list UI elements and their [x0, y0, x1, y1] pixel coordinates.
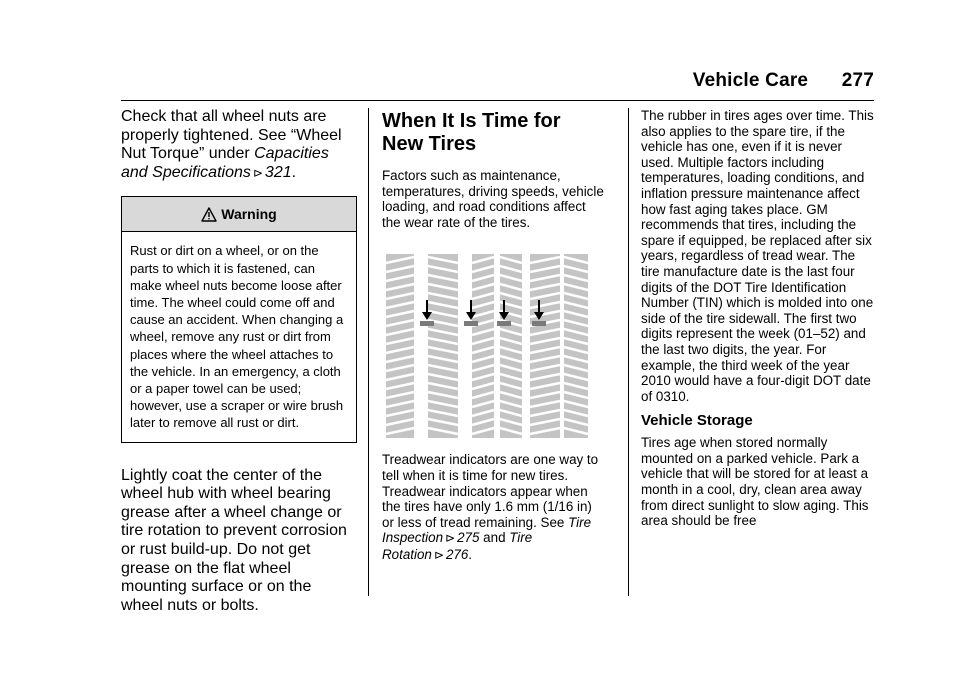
and-text: and — [479, 530, 510, 546]
column-3 — [641, 108, 877, 529]
warning-triangle-icon — [201, 207, 217, 222]
wear-bar — [532, 321, 546, 326]
warning-title: Warning — [221, 206, 277, 223]
wear-bar — [464, 321, 478, 326]
page-header — [693, 70, 874, 92]
wear-bar — [420, 321, 434, 326]
capacities-link[interactable]: Capacities and Specifications — [121, 145, 329, 181]
header-rule — [121, 100, 874, 101]
tire-aging-paragraph: The rubber in tires ages over time. This also applies to the spare tire, if the vehicle has one, even if it is never used. Multiple factors including temperatures, loading conditions, and inflation pressure maintenance affect how fast aging takes place. GM recommends that tires, including the spare if equipped, be replaced after six years, regardless of tread wear. The tire manufacture date is the last four digits of the DOT Tire Identification Number (TIN) which is molded into one side of the tire sidewall. The first two digits represent the week (01–52) and the last two digits, the year. For example, the third week of the year 2010 would have a four-digit DOT date of 0310. — [641, 108, 874, 404]
warning-header — [122, 197, 356, 232]
section-title: Vehicle Care — [692, 70, 809, 91]
storage-paragraph: Tires age when stored normally mounted on a parked vehicle. Park a vehicle that will be stored for at least a month in a cool, dry, clean area away from direct sunlight to slow aging. This area should be free — [641, 435, 869, 529]
page-ref-276[interactable]: 276 — [445, 546, 469, 562]
vehicle-storage-heading: Vehicle Storage — [641, 412, 753, 430]
wear-bar — [497, 321, 511, 326]
warning-text: Rust or dirt on a wheel, or on the parts to which it is fastened, can make wheel nuts become loose after time. The wheel could come off and cause an accident. When changing a wheel, remove any rust or dirt from places where the wheel attaches to the vehicle. In an emergency, a cloth or a paper towel can be used; however, use a scraper or wire brush later to remove all rust or dirt. — [130, 243, 344, 431]
intro-text: Check that all wheel nuts are properly tightened. See “Wheel Nut Torque” under — [121, 108, 342, 163]
page-number: 277 — [841, 70, 874, 91]
tire-inspection-link[interactable]: Tire Inspection — [382, 514, 592, 546]
section-heading: When It Is Time for New Tires — [382, 110, 561, 155]
tire-rotation-link[interactable]: Tire Rotation — [382, 530, 533, 562]
wheel-nut-paragraph — [121, 108, 357, 182]
warning-box — [121, 196, 357, 442]
treadwear-text: Treadwear indicators are one way to tell when it is time for new tires. Treadwear indicators appear when the tires have only 1.6 mm (1/16 in) or less of tread remaining. See — [382, 452, 599, 530]
end-text: . — [468, 546, 473, 562]
page-ref-275[interactable]: 275 — [457, 530, 480, 546]
treadwear-indicator-illustration — [384, 254, 590, 438]
treadwear-paragraph — [382, 452, 604, 563]
xref-icon: ⊳ — [252, 165, 263, 180]
xref-icon: ⊳ — [433, 547, 444, 562]
column-2 — [382, 108, 604, 564]
factors-paragraph: Factors such as maintenance, temperatures, driving speeds, vehicle loading, and road conditions affect the wear rate of the tires. — [382, 168, 604, 230]
column-1 — [121, 108, 357, 615]
grease-paragraph: Lightly coat the center of the wheel hub with wheel bearing grease after a wheel change or tire rotation to prevent corrosion or rust build-up. Do not get grease on the flat wheel mounting surface or on the wheel nuts or bolts. — [121, 466, 347, 614]
column-divider-2 — [628, 108, 629, 596]
page-ref-321[interactable]: 321 — [264, 163, 292, 181]
xref-icon: ⊳ — [445, 531, 456, 546]
intro-end: . — [291, 163, 297, 181]
column-divider-1 — [368, 108, 369, 596]
